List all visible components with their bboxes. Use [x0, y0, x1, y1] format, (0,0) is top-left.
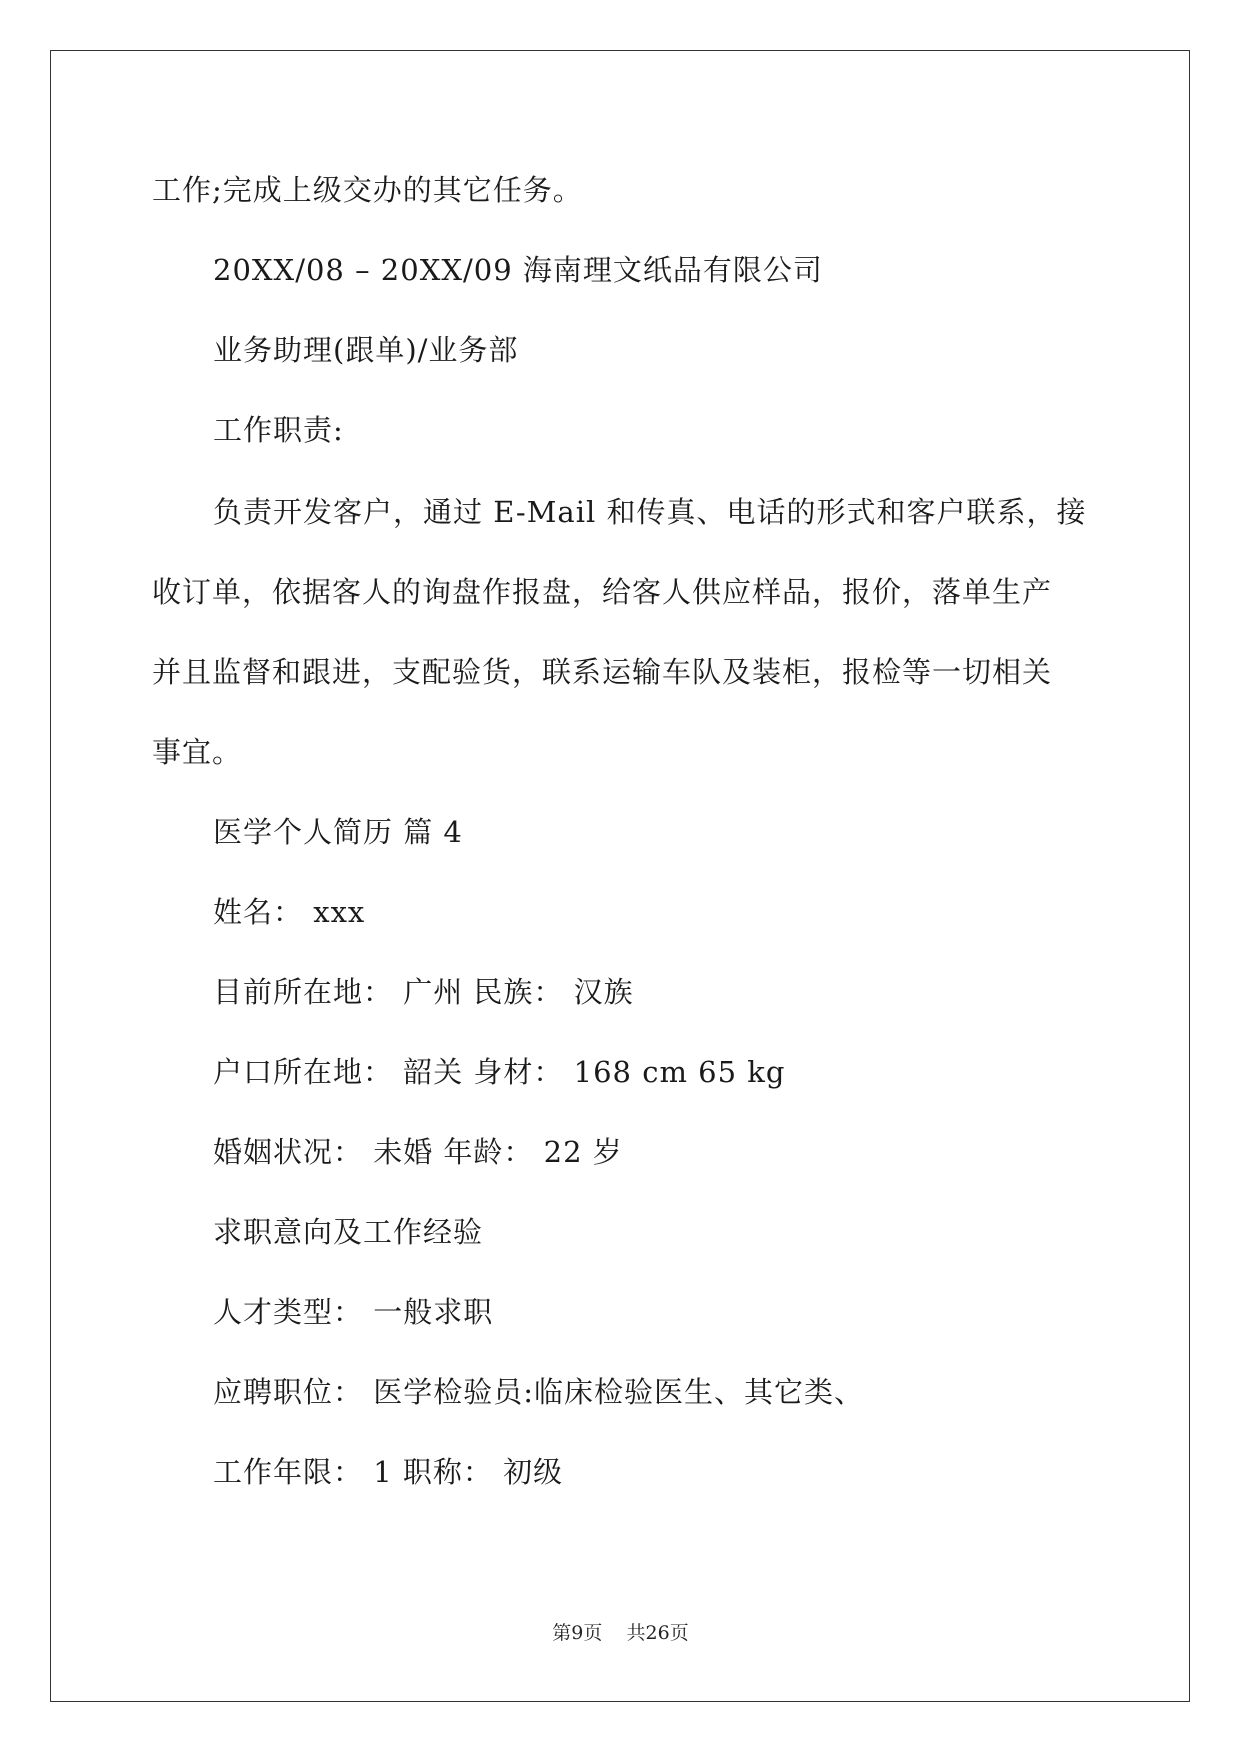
text-line: 工作年限： 1 职称： 初级: [213, 1455, 564, 1489]
text-line: 婚姻状况： 未婚 年龄： 22 岁: [213, 1135, 623, 1169]
section-heading: 求职意向及工作经验: [213, 1215, 484, 1249]
text-line: 人才类型： 一般求职: [213, 1295, 494, 1329]
text-line: 负责开发客户，通过 E-Mail 和传真、电话的形式和客户联系，接: [213, 495, 1087, 529]
text-line: 事宜。: [152, 735, 243, 769]
section-heading: 工作职责:: [213, 413, 344, 447]
text-line: 收订单，依据客人的询盘作报盘，给客人供应样品，报价，落单生产: [152, 575, 1053, 609]
text-line: 目前所在地： 广州 民族： 汉族: [213, 975, 634, 1009]
text-line: 工作;完成上级交办的其它任务。: [152, 173, 583, 207]
text-line: 户口所在地： 韶关 身材： 168 cm 65 kg: [213, 1055, 786, 1089]
text-line: 并且监督和跟进，支配验货，联系运输车队及装柜，报检等一切相关: [152, 655, 1053, 689]
section-heading: 医学个人简历 篇 4: [213, 815, 463, 849]
page-number: 9: [571, 1622, 584, 1644]
text-line: 姓名： xxx: [213, 895, 366, 929]
total-label-prefix: 共: [626, 1622, 646, 1644]
page-label-suffix: 页: [583, 1622, 603, 1644]
text-line: 业务助理(跟单)/业务部: [213, 333, 519, 367]
page-label-prefix: 第: [552, 1622, 572, 1644]
total-label-suffix: 页: [669, 1622, 689, 1644]
text-line: 20XX/08 – 20XX/09 海南理文纸品有限公司: [213, 253, 823, 287]
page-footer: [0, 1621, 1241, 1645]
text-line: 应聘职位： 医学检验员:临床检验医生、其它类、: [213, 1375, 864, 1409]
total-pages: 26: [645, 1622, 670, 1644]
